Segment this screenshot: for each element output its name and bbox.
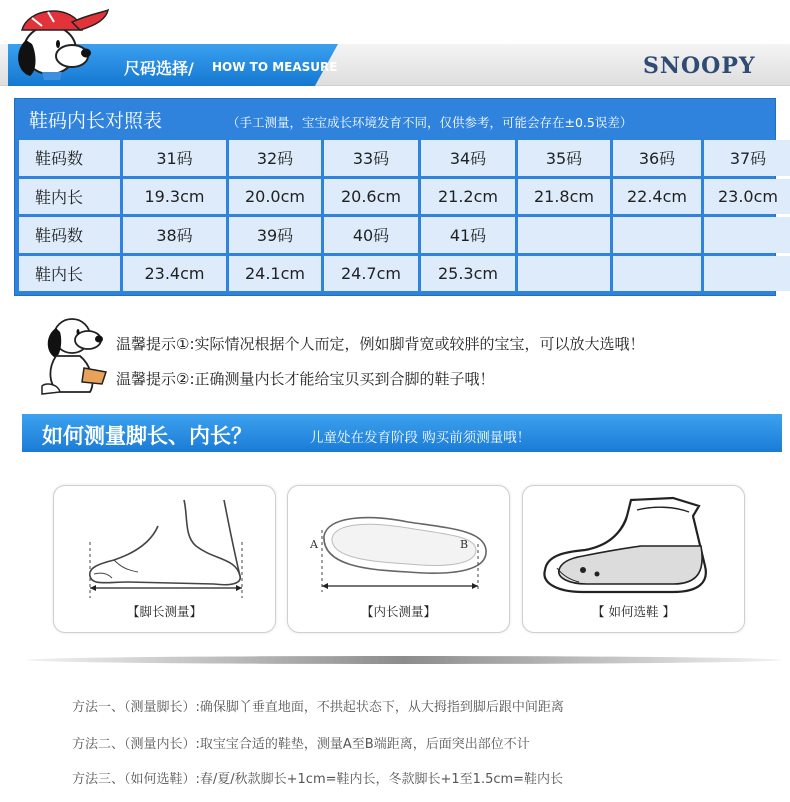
size-cell: 32码	[229, 140, 321, 176]
size-cell: 36码	[613, 140, 701, 176]
size-cell: 41码	[421, 217, 515, 253]
section-divider	[26, 656, 782, 664]
size-row-label: 鞋内长	[19, 256, 120, 292]
howto-title: 如何测量脚长、内长？	[42, 424, 252, 448]
size-cell: 35码	[518, 140, 610, 176]
size-cell	[518, 217, 610, 253]
method-3: 方法三、（如何选鞋）:春/夏/秋款脚长+1cm=鞋内长，冬款脚长+1至1.5cm=鞋内长	[72, 772, 564, 787]
size-chart-note: （手工测量，宝宝成长环境发育不同，仅供参考，可能会存在±0.5误差）	[227, 115, 633, 130]
size-table	[19, 140, 778, 291]
size-cell: 23.0cm	[704, 179, 790, 215]
size-cell: 21.2cm	[421, 179, 515, 215]
header-title-cn: 尺码选择/	[124, 59, 194, 78]
size-cell: 23.4cm	[123, 256, 226, 292]
size-cell: 24.1cm	[229, 256, 321, 292]
size-row-label: 鞋码数	[19, 140, 120, 176]
size-cell: 31码	[123, 140, 226, 176]
size-cell	[704, 256, 790, 292]
size-cell: 40码	[324, 217, 418, 253]
tip-2: 温馨提示②:正确测量内长才能给宝贝买到合脚的鞋子哦！	[116, 370, 495, 388]
size-cell	[613, 256, 701, 292]
size-cell: 34码	[421, 140, 515, 176]
size-cell: 37码	[704, 140, 790, 176]
size-chart-title: 鞋码内长对照表	[29, 110, 163, 132]
size-cell: 24.7cm	[324, 256, 418, 292]
snoopy-sitting-icon	[34, 306, 114, 398]
tip-1: 温馨提示①:实际情况根据个人而定，例如脚背宽或较胖的宝宝，可以放大选哦！	[116, 335, 645, 353]
method-1: 方法一、（测量脚长）:确保脚丫垂直地面，不拱起状态下，从大拇指到脚后跟中间距离	[72, 700, 564, 715]
size-cell	[613, 217, 701, 253]
insole-label-b: B	[460, 538, 469, 551]
size-cell: 39码	[229, 217, 321, 253]
howto-subtitle: 儿童处在发育阶段 购买前须测量哦！	[310, 430, 531, 446]
snoopy-head-icon	[2, 0, 112, 92]
size-cell: 33码	[324, 140, 418, 176]
shoe-select-card	[522, 485, 745, 633]
header-title-en: HOW TO MEASURE	[212, 60, 338, 74]
howto-banner	[22, 414, 782, 452]
insole-length-caption: 【内长测量】	[360, 604, 436, 619]
size-cell: 21.8cm	[518, 179, 610, 215]
size-row-label: 鞋码数	[19, 217, 120, 253]
shoe-select-caption: 【 如何选鞋 】	[592, 604, 675, 619]
size-cell: 38码	[123, 217, 226, 253]
size-chart	[14, 98, 776, 296]
size-cell: 20.6cm	[324, 179, 418, 215]
method-2: 方法二、（测量内长）:取宝宝合适的鞋垫，测量A至B端距离，后面突出部位不计	[72, 737, 530, 752]
foot-length-card	[53, 485, 276, 633]
insole-length-card	[287, 485, 510, 633]
size-row-label: 鞋内长	[19, 179, 120, 215]
size-cell: 20.0cm	[229, 179, 321, 215]
insole-label-a: A	[310, 538, 318, 551]
size-cell: 25.3cm	[421, 256, 515, 292]
size-cell: 19.3cm	[123, 179, 226, 215]
foot-length-caption: 【脚长测量】	[126, 604, 202, 619]
size-cell: 22.4cm	[613, 179, 701, 215]
size-cell	[704, 217, 790, 253]
brand-logo: SNOOPY	[643, 53, 756, 79]
size-cell	[518, 256, 610, 292]
page-header	[0, 0, 790, 96]
